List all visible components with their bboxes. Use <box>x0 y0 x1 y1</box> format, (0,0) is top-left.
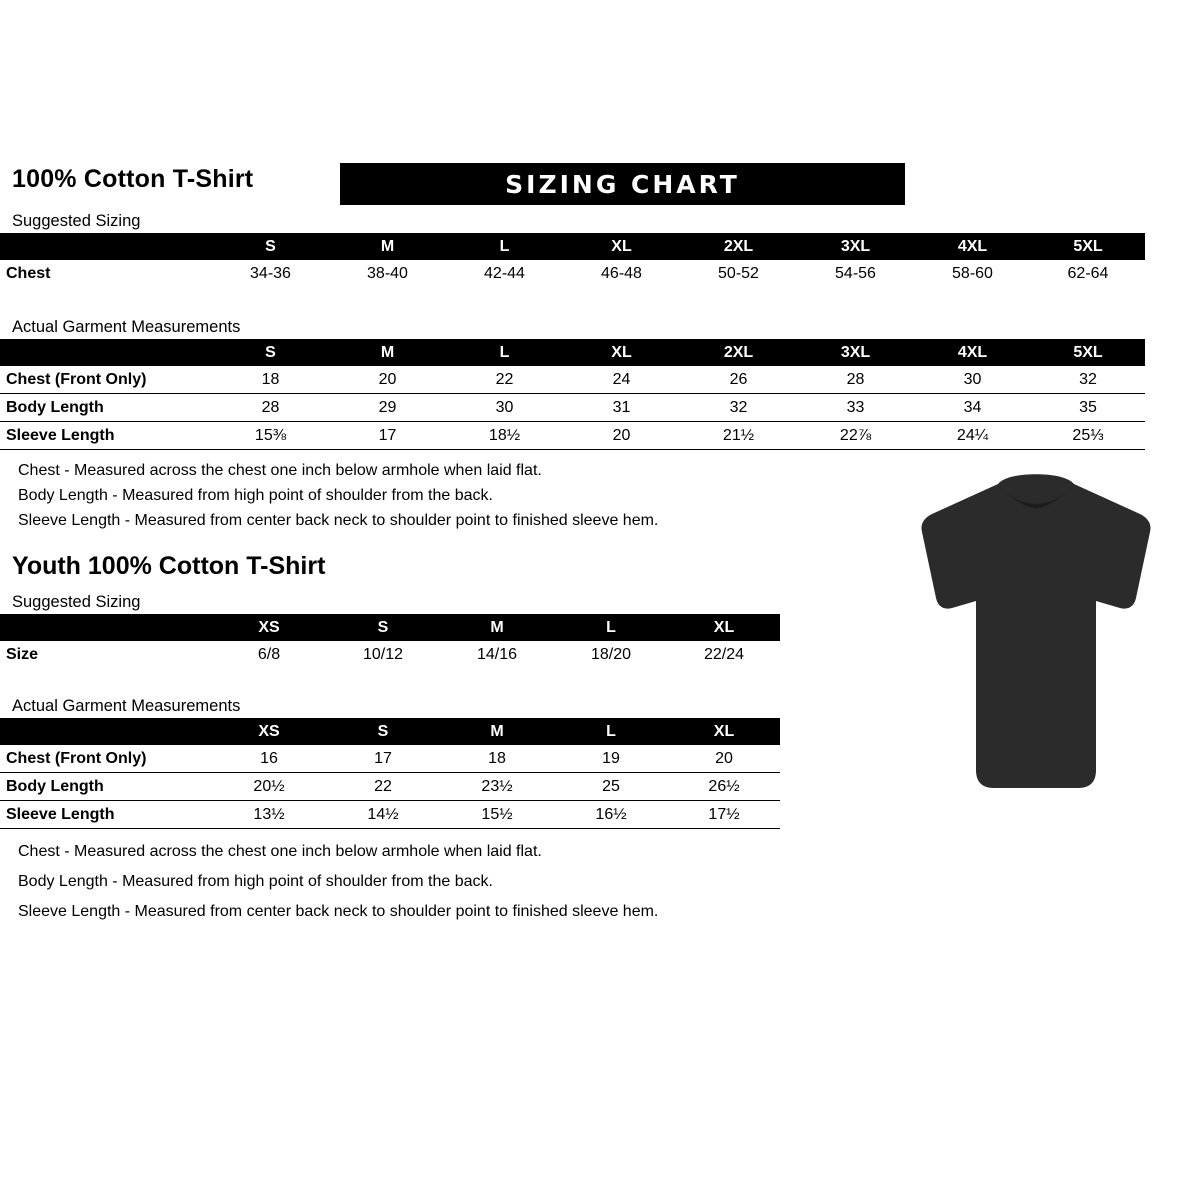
table-row <box>0 745 780 773</box>
row-label: Sleeve Length <box>0 422 212 450</box>
table-row <box>0 366 1145 394</box>
table-cell: 20½ <box>212 773 326 801</box>
youth-actual-measurements-label: Actual Garment Measurements <box>12 697 241 715</box>
sizing-chart-banner-text: SIZING CHART <box>505 169 740 199</box>
column-header-XL: XL <box>668 718 780 745</box>
table-header-row <box>0 233 1145 260</box>
column-header-XL: XL <box>563 339 680 366</box>
column-header-4XL: 4XL <box>914 233 1031 260</box>
t-shirt-illustration <box>890 470 1180 810</box>
table-header-row <box>0 614 780 641</box>
adult-actual-measurements-table <box>0 339 1145 450</box>
table-cell: 17½ <box>668 801 780 829</box>
adult-note-body-length: Body Length - Measured from high point of shoulder from the back. <box>18 487 493 504</box>
table-cell: 50-52 <box>680 260 797 287</box>
column-header-3XL: 3XL <box>797 339 914 366</box>
table-cell: 6/8 <box>212 641 326 668</box>
row-label: Body Length <box>0 773 212 801</box>
table-cell: 20 <box>563 422 680 450</box>
row-label: Chest (Front Only) <box>0 366 212 394</box>
table-cell: 20 <box>668 745 780 773</box>
column-header-M: M <box>440 718 554 745</box>
header-corner-cell <box>0 339 212 366</box>
header-corner-cell <box>0 614 212 641</box>
row-label: Size <box>0 641 212 668</box>
row-label: Sleeve Length <box>0 801 212 829</box>
column-header-M: M <box>329 233 446 260</box>
row-label: Chest <box>0 260 212 287</box>
table-cell: 38-40 <box>329 260 446 287</box>
table-cell: 30 <box>446 394 563 422</box>
column-header-XL: XL <box>563 233 680 260</box>
table-cell: 18 <box>212 366 329 394</box>
column-header-S: S <box>212 339 329 366</box>
table-row <box>0 260 1145 287</box>
table-cell: 18½ <box>446 422 563 450</box>
row-label: Chest (Front Only) <box>0 745 212 773</box>
header-corner-cell <box>0 233 212 260</box>
table-cell: 31 <box>563 394 680 422</box>
table-row <box>0 641 780 668</box>
table-cell: 42-44 <box>446 260 563 287</box>
table-cell: 46-48 <box>563 260 680 287</box>
column-header-S: S <box>326 614 440 641</box>
table-cell: 15⅜ <box>212 422 329 450</box>
table-cell: 18/20 <box>554 641 668 668</box>
column-header-3XL: 3XL <box>797 233 914 260</box>
row-label: Body Length <box>0 394 212 422</box>
table-cell: 24¼ <box>914 422 1031 450</box>
table-cell: 33 <box>797 394 914 422</box>
column-header-XL: XL <box>668 614 780 641</box>
adult-suggested-sizing-table <box>0 233 1145 287</box>
table-cell: 14/16 <box>440 641 554 668</box>
table-cell: 25 <box>554 773 668 801</box>
table-cell: 22/24 <box>668 641 780 668</box>
table-cell: 19 <box>554 745 668 773</box>
adult-note-sleeve-length: Sleeve Length - Measured from center back neck to shoulder point to finished sleeve hem. <box>18 512 659 529</box>
table-cell: 23½ <box>440 773 554 801</box>
column-header-L: L <box>446 233 563 260</box>
youth-suggested-sizing-label: Suggested Sizing <box>12 593 141 611</box>
table-cell: 58-60 <box>914 260 1031 287</box>
column-header-S: S <box>326 718 440 745</box>
table-cell: 34 <box>914 394 1031 422</box>
table-cell: 15½ <box>440 801 554 829</box>
column-header-M: M <box>440 614 554 641</box>
table-cell: 32 <box>680 394 797 422</box>
column-header-5XL: 5XL <box>1031 233 1145 260</box>
table-cell: 26½ <box>668 773 780 801</box>
youth-note-sleeve-length: Sleeve Length - Measured from center back neck to shoulder point to finished sleeve hem. <box>18 903 659 920</box>
column-header-2XL: 2XL <box>680 339 797 366</box>
youth-suggested-sizing-table <box>0 614 780 668</box>
table-cell: 29 <box>329 394 446 422</box>
youth-note-body-length: Body Length - Measured from high point of shoulder from the back. <box>18 873 493 890</box>
column-header-L: L <box>446 339 563 366</box>
table-row <box>0 422 1145 450</box>
table-cell: 28 <box>797 366 914 394</box>
column-header-S: S <box>212 233 329 260</box>
adult-suggested-sizing-label: Suggested Sizing <box>12 212 141 230</box>
column-header-2XL: 2XL <box>680 233 797 260</box>
table-cell: 13½ <box>212 801 326 829</box>
table-cell: 28 <box>212 394 329 422</box>
header-corner-cell <box>0 718 212 745</box>
table-cell: 22⅞ <box>797 422 914 450</box>
table-row <box>0 801 780 829</box>
column-header-M: M <box>329 339 446 366</box>
table-cell: 62-64 <box>1031 260 1145 287</box>
table-cell: 30 <box>914 366 1031 394</box>
table-cell: 21½ <box>680 422 797 450</box>
adult-section-title: 100% Cotton T-Shirt <box>12 165 254 193</box>
table-cell: 17 <box>326 745 440 773</box>
table-row <box>0 394 1145 422</box>
table-cell: 20 <box>329 366 446 394</box>
table-row <box>0 773 780 801</box>
youth-section-title: Youth 100% Cotton T-Shirt <box>12 552 326 580</box>
table-cell: 16½ <box>554 801 668 829</box>
adult-actual-measurements-label: Actual Garment Measurements <box>12 318 241 336</box>
table-cell: 14½ <box>326 801 440 829</box>
table-cell: 35 <box>1031 394 1145 422</box>
table-cell: 17 <box>329 422 446 450</box>
table-header-row <box>0 339 1145 366</box>
table-cell: 54-56 <box>797 260 914 287</box>
sizing-chart-banner <box>340 163 905 205</box>
table-cell: 10/12 <box>326 641 440 668</box>
column-header-L: L <box>554 614 668 641</box>
column-header-XS: XS <box>212 614 326 641</box>
table-cell: 32 <box>1031 366 1145 394</box>
adult-note-chest: Chest - Measured across the chest one inch below armhole when laid flat. <box>18 462 542 479</box>
column-header-L: L <box>554 718 668 745</box>
column-header-5XL: 5XL <box>1031 339 1145 366</box>
table-cell: 18 <box>440 745 554 773</box>
table-header-row <box>0 718 780 745</box>
table-cell: 26 <box>680 366 797 394</box>
column-header-XS: XS <box>212 718 326 745</box>
table-cell: 22 <box>326 773 440 801</box>
table-cell: 34-36 <box>212 260 329 287</box>
table-cell: 22 <box>446 366 563 394</box>
youth-actual-measurements-table <box>0 718 780 829</box>
table-cell: 25⅓ <box>1031 422 1145 450</box>
table-cell: 16 <box>212 745 326 773</box>
table-cell: 24 <box>563 366 680 394</box>
column-header-4XL: 4XL <box>914 339 1031 366</box>
youth-note-chest: Chest - Measured across the chest one inch below armhole when laid flat. <box>18 843 542 860</box>
